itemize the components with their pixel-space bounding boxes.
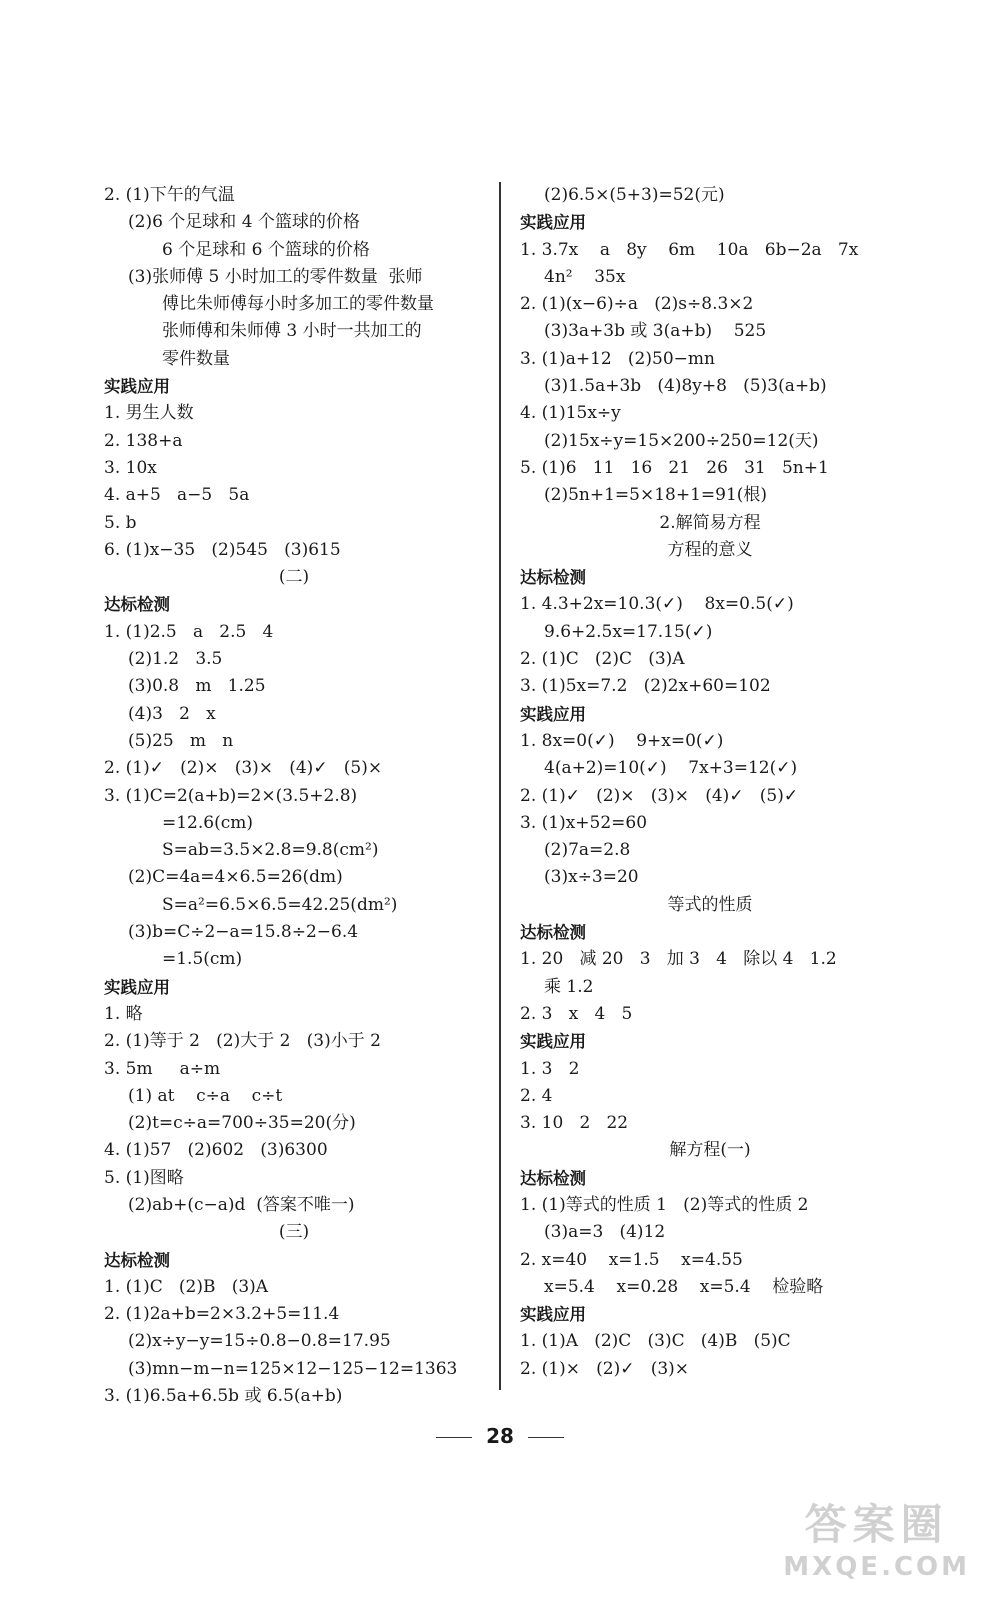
page-number: 28: [486, 1424, 514, 1448]
section-title: 等式的性质: [667, 894, 753, 915]
answer-line: 2. (1)✓ (2)× (3)× (4)✓ (5)✓: [520, 785, 799, 806]
answer-line: 3. (1)6.5a+6.5b 或 6.5(a+b): [104, 1386, 343, 1407]
answer-line: 4. (1)57 (2)602 (3)6300: [104, 1140, 328, 1161]
section-title: (二): [278, 567, 310, 588]
answer-line: 3. (1)C=2(a+b)=2×(3.5+2.8): [104, 785, 358, 806]
answer-line: 1. (1)等式的性质 1 (2)等式的性质 2: [520, 1194, 809, 1215]
answer-line: 乘 1.2: [544, 976, 594, 997]
section-heading: 达标检测: [520, 568, 586, 588]
answer-line: S=ab=3.5×2.8=9.8(cm²): [162, 840, 379, 861]
left-column: [104, 182, 484, 1410]
answer-line: (2)1.2 3.5: [128, 649, 223, 670]
answer-line: 1. 3 2: [520, 1058, 580, 1079]
answer-line: 3. (1)5x=7.2 (2)2x+60=102: [520, 676, 771, 697]
answer-line: 1. 略: [104, 1003, 143, 1024]
answer-line: (2)7a=2.8: [544, 840, 631, 861]
page-footer: [0, 1424, 1000, 1448]
answer-line: =12.6(cm): [162, 812, 254, 833]
answer-line: 2. x=40 x=1.5 x=4.55: [520, 1249, 743, 1270]
answer-line: 3. 10 2 22: [520, 1113, 629, 1134]
answer-line: 4n² 35x: [544, 266, 626, 287]
answer-line: 3. (1)a+12 (2)50−mn: [520, 348, 715, 369]
answer-line: 2. 3 x 4 5: [520, 1003, 633, 1024]
answer-line: (2)6.5×(5+3)=52(元): [544, 185, 725, 205]
answer-line: 1. 20 减 20 3 加 3 4 除以 4 1.2: [520, 949, 837, 970]
answer-line: 9.6+2.5x=17.15(✓): [544, 621, 713, 642]
answer-line: 5. b: [104, 512, 137, 533]
answer-line: (3)1.5a+3b (4)8y+8 (5)3(a+b): [544, 376, 827, 397]
answer-line: (2)15x÷y=15×200÷250=12(天): [544, 430, 819, 451]
answer-line: (3)x÷3=20: [544, 867, 639, 888]
answer-line: 4. (1)15x÷y: [520, 403, 621, 424]
answer-line: (3)3a+3b 或 3(a+b) 525: [544, 321, 767, 342]
answer-line: 2. (1)等于 2 (2)大于 2 (3)小于 2: [104, 1031, 381, 1052]
answer-line: (3)mn−m−n=125×12−125−12=1363: [128, 1358, 458, 1379]
answer-line: x=5.4 x=0.28 x=5.4 检验略: [544, 1276, 824, 1297]
column-divider: [499, 182, 501, 1390]
answer-line: 1. 8x=0(✓) 9+x=0(✓): [520, 730, 724, 751]
answer-line: 1. (1)C (2)B (3)A: [104, 1276, 269, 1297]
answer-line: =1.5(cm): [162, 949, 243, 970]
answer-line: 4(a+2)=10(✓) 7x+3=12(✓): [544, 758, 798, 779]
answer-line: 6 个足球和 6 个篮球的价格: [162, 239, 370, 260]
answer-line: 1. (1)2.5 a 2.5 4: [104, 621, 274, 642]
answer-line: (3)a=3 (4)12: [544, 1222, 666, 1243]
answer-line: 张师傅和朱师傅 3 小时一共加工的: [162, 321, 422, 342]
answer-line: (1) at c÷a c÷t: [128, 1085, 283, 1106]
section-heading: 达标检测: [520, 1168, 586, 1188]
answer-line: (2)C=4a=4×6.5=26(dm): [128, 867, 343, 888]
section-heading: 实践应用: [520, 213, 586, 233]
watermark-logo-text: 答案圈: [804, 1500, 949, 1549]
answer-line: 3. (1)x+52=60: [520, 812, 648, 833]
answer-line: 2. (1)下午的气温: [104, 185, 235, 205]
answer-line: 4. a+5 a−5 5a: [104, 485, 250, 506]
section-heading: 实践应用: [520, 704, 586, 724]
answer-line: (3)0.8 m 1.25: [128, 676, 266, 697]
answer-line: 5. (1)图略: [104, 1167, 184, 1188]
answer-line: (2)5n+1=5×18+1=91(根): [544, 485, 768, 506]
answer-line: 3. 5m a÷m: [104, 1058, 221, 1079]
section-heading: 实践应用: [520, 1032, 586, 1052]
answer-line: 2. (1)× (2)✓ (3)×: [520, 1358, 690, 1379]
footer-dash-left: [436, 1437, 472, 1438]
footer-dash-right: [528, 1437, 564, 1438]
section-heading: 实践应用: [520, 1305, 586, 1325]
answer-line: S=a²=6.5×6.5=42.25(dm²): [162, 894, 398, 915]
answer-line: (4)3 2 x: [128, 703, 216, 724]
answer-line: 零件数量: [162, 348, 230, 369]
right-column: [520, 182, 900, 1383]
answer-line: 1. 4.3+2x=10.3(✓) 8x=0.5(✓): [520, 594, 794, 615]
section-heading: 达标检测: [104, 1250, 170, 1270]
answer-line: 1. 3.7x a 8y 6m 10a 6b−2a 7x: [520, 239, 859, 260]
answer-line: 2. (1)2a+b=2×3.2+5=11.4: [104, 1304, 340, 1325]
section-heading: 达标检测: [104, 595, 170, 615]
section-title: 2.解简易方程: [659, 512, 761, 533]
watermark-url: MXQE.COM: [783, 1552, 970, 1582]
answer-line: 2. (1)✓ (2)× (3)× (4)✓ (5)×: [104, 758, 383, 779]
answer-line: 傅比朱师傅每小时多加工的零件数量: [162, 294, 434, 315]
answer-line: (3)b=C÷2−a=15.8÷2−6.4: [128, 922, 359, 943]
answer-line: 2. (1)(x−6)÷a (2)s÷8.3×2: [520, 294, 754, 315]
section-title: (三): [278, 1222, 310, 1243]
section-heading: 实践应用: [104, 977, 170, 997]
answer-line: 6. (1)x−35 (2)545 (3)615: [104, 539, 341, 560]
answer-line: (2)t=c÷a=700÷35=20(分): [128, 1113, 356, 1134]
answer-line: 2. (1)C (2)C (3)A: [520, 649, 685, 670]
section-heading: 实践应用: [104, 377, 170, 397]
answer-line: 1. 男生人数: [104, 403, 194, 424]
answer-line: (2)x÷y−y=15÷0.8−0.8=17.95: [128, 1331, 391, 1352]
answer-line: 2. 4: [520, 1085, 553, 1106]
section-title: 解方程(一): [669, 1140, 751, 1161]
answer-line: 2. 138+a: [104, 430, 183, 451]
answer-line: 5. (1)6 11 16 21 26 31 5n+1: [520, 457, 829, 478]
answer-line: 3. 10x: [104, 457, 157, 478]
answer-line: (3)张师傅 5 小时加工的零件数量 张师: [128, 266, 423, 287]
answer-line: 1. (1)A (2)C (3)C (4)B (5)C: [520, 1331, 791, 1352]
answer-line: (2)6 个足球和 4 个篮球的价格: [128, 212, 360, 233]
site-watermark: [783, 1492, 970, 1582]
section-title: 方程的意义: [667, 539, 753, 560]
section-heading: 达标检测: [520, 923, 586, 943]
answer-line: (2)ab+(c−a)d (答案不唯一): [128, 1194, 355, 1215]
answer-line: (5)25 m n: [128, 730, 234, 751]
